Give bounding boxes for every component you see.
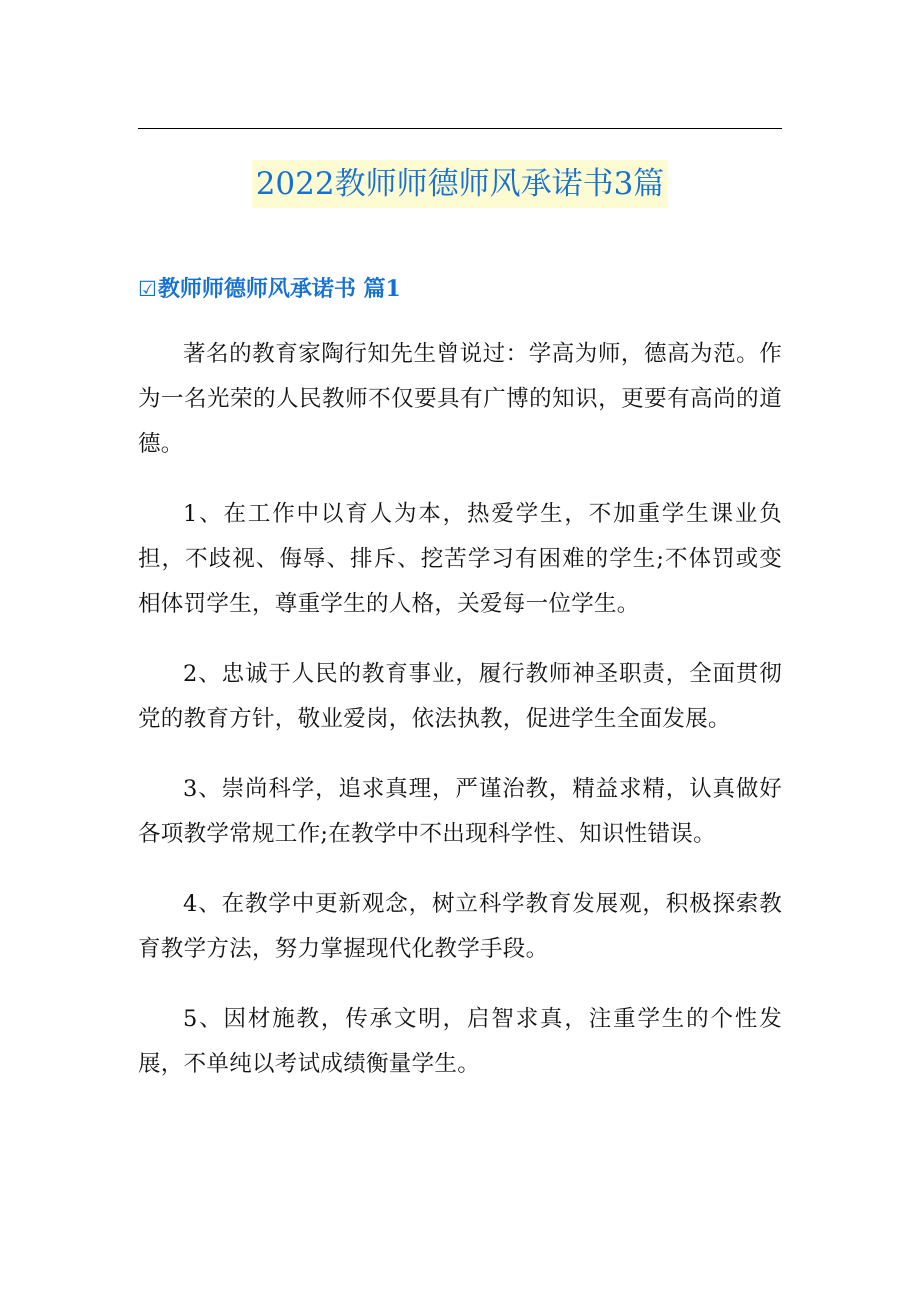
paragraph-item-4: 4、在教学中更新观念，树立科学教育发展观，积极探索教育教学方法，努力掌握现代化教学手段。 [138,891,782,962]
paragraph-item-1: 1、在工作中以育人为本，热爱学生，不加重学生课业负担，不歧视、侮辱、排斥、挖苦学习有困难的学生;不体罚或变相体罚学生，尊重学生的人格，关爱每一位学生。 [138,501,782,617]
section-heading-text: 教师师德师风承诺书 篇1 [157,276,401,302]
paragraph-intro: 著名的教育家陶行知先生曾说过：学高为师，德高为范。作为一名光荣的人民教师不仅要具有广博的知识，更要有高尚的道德。 [138,341,782,457]
document-title-text: 2022教师师德师风承诺书3篇 [252,160,669,208]
header-rule [138,128,782,129]
paragraph-item-5: 5、因材施教，传承文明，启智求真，注重学生的个性发展，不单纯以考试成绩衡量学生。 [138,1006,782,1077]
checkbox-icon: ☑ [138,277,157,301]
document-title [0,160,920,208]
paragraph-item-3: 3、崇尚科学，追求真理，严谨治教，精益求精，认真做好各项教学常规工作;在教学中不出现科学性、知识性错误。 [138,776,782,847]
paragraph-item-2: 2、忠诚于人民的教育事业，履行教师神圣职责，全面贯彻党的教育方针，敬业爱岗，依法执教，促进学生全面发展。 [138,661,782,732]
section-heading [138,272,401,306]
